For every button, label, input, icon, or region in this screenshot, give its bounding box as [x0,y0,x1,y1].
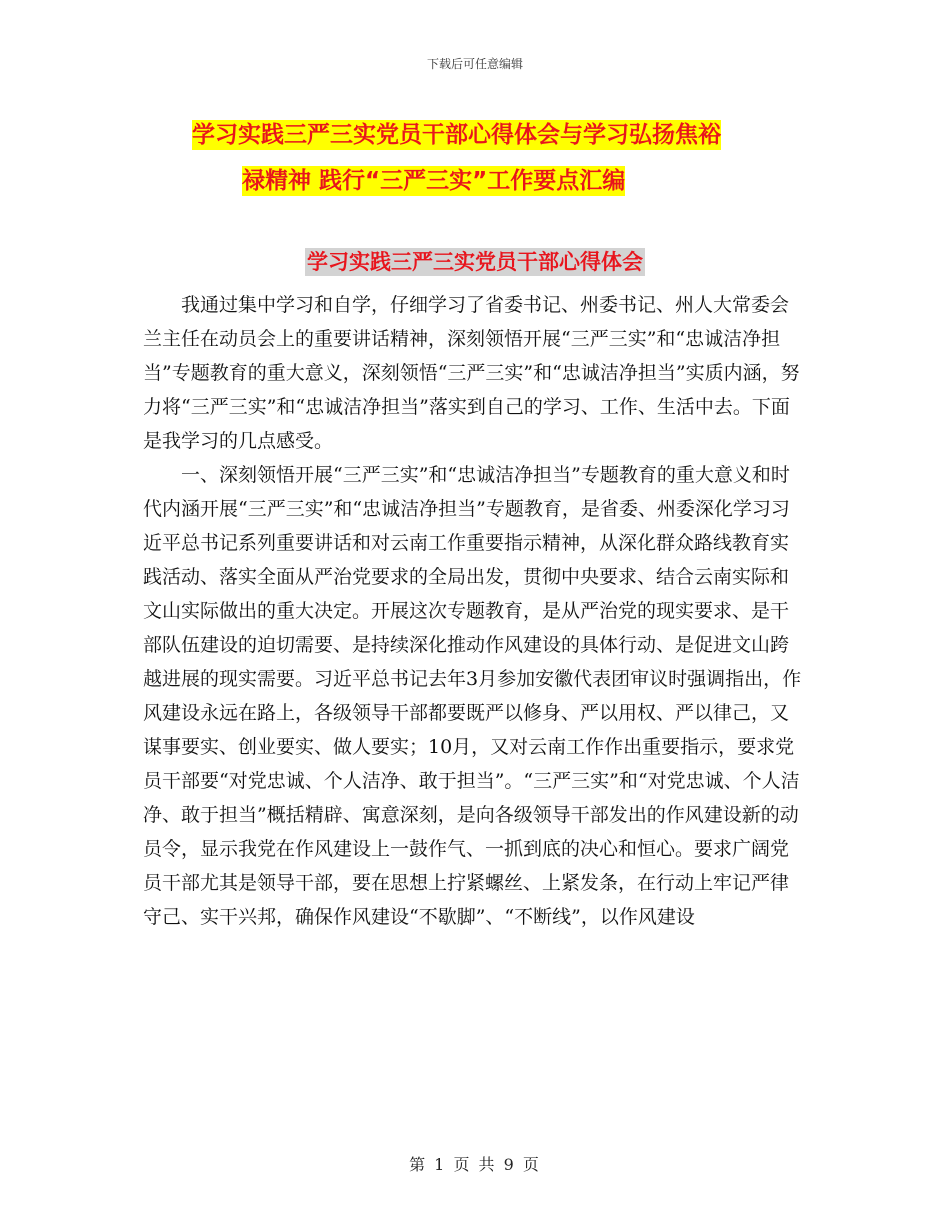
title-line-2 [242,158,820,204]
body-text [143,288,803,934]
section-title-text: 学习实践三严三实党员干部心得体会 [307,250,643,274]
document-title [180,112,820,204]
header-note: 下载后可任意编辑 [426,57,523,71]
paragraph-intro: 我通过集中学习和自学，仔细学习了省委书记、州委书记、州人大常委会兰主任在动员会上的重要讲话精神，深刻领悟开展“三严三实”和“忠诚洁净担当”专题教育的重大意义，深刻领悟“三严三实”和“忠诚洁净担当”实质内涵，努力将“三严三实”和“忠诚洁净担当”落实到自己的学习、工作、生活中去。下面是我学习的几点感受。 [143,294,800,452]
title-line-1 [192,112,820,158]
title-line-1-text: 学习实践三严三实党员干部心得体会与学习弘扬焦裕 [192,122,721,148]
title-line-2-text: 禄精神 践行“三严三实”工作要点汇编 [242,168,626,194]
paragraph-section-one: 一、深刻领悟开展“三严三实”和“忠诚洁净担当”专题教育的重大意义和时代内涵开展“三严三实”和“忠诚洁净担当”专题教育，是省委、州委深化学习习近平总书记系列重要讲话和对云南工作重要指示精神，从深化群众路线教育实践活动、落实全面从严治党要求的全局出发，贯彻中央要求、结合云南实际和文山实际做出的重大决定。开展这次专题教育，是从严治党的现实要求、是干部队伍建设的迫切需要、是持续深化推动作风建设的具体行动、是促进文山跨越进展的现实需要。习近平总书记去年3月参加安徽代表团审议时强调指出，作风建设永远在路上，各级领导干部都要既严以修身、严以用权、严以律己，又谋事要实、创业要实、做人要实；10月，又对云南工作作出重要指示，要求党员干部要“对党忠诚、个人洁净、敢于担当”。“三严三实”和“对党忠诚、个人洁净、敢于担当”概括精辟、寓意深刻，是向各级领导干部发出的作风建设新的动员令，显示我党在作风建设上一鼓作气、一抓到底的决心和恒心。要求广阔党员干部尤其是领导干部，要在思想上拧紧螺丝、上紧发条，在行动上牢记严律守己、实干兴邦，确保作风建设“不歇脚”、“不断线”，以作风建设 [143,464,802,928]
page-footer: 第 1 页 共 9 页 [409,1155,541,1174]
section-title [0,246,950,276]
